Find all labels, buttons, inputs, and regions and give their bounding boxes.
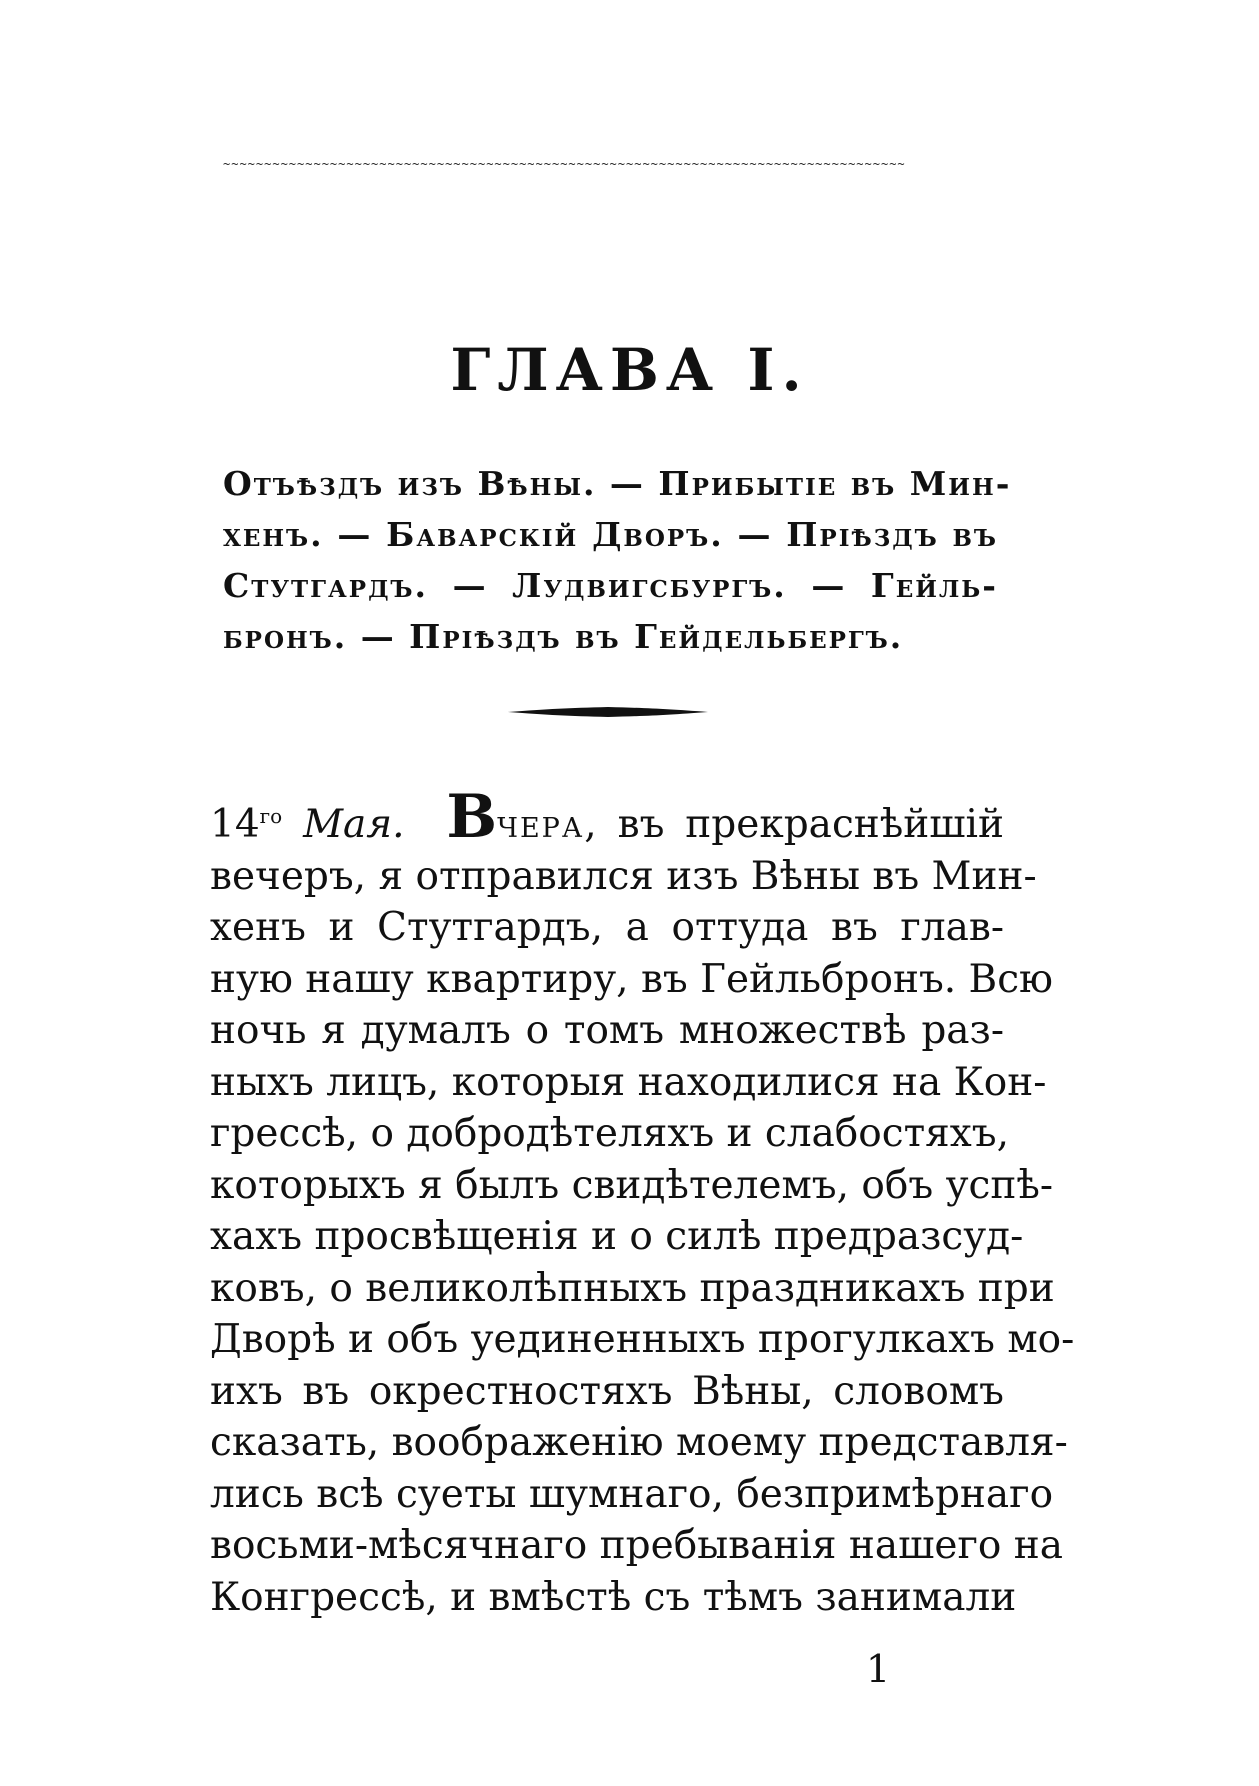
body-line: хенъ и Стутгардъ, а оттуда въ глав- — [210, 905, 1004, 950]
body-line: вечеръ, я отправился изъ Вѣны въ Мин- — [210, 853, 1037, 899]
ornamental-divider — [508, 704, 708, 720]
body-line: ночь я думалъ о томъ множествѣ раз- — [210, 1008, 1004, 1053]
body-line: хахъ просвѣщенія и о силѣ предразсуд- — [210, 1214, 1024, 1259]
summary-line: хенъ. — Баварскій Дворъ. — Пріѣздъ въ — [223, 515, 998, 554]
page-number: 1 — [866, 1647, 891, 1691]
top-ornament-rule: ~~~~~~~~~~~~~~~~~~~~~~~~~~~~~~~~~~~~~~~~~~~~~~~~~~~~~~~~~~~~~~~~~~~~~~~~~~~~~~~~~~~ — [223, 158, 906, 170]
body-first-line — [210, 782, 1005, 852]
body-line: сказать, воображенію моему представля- — [210, 1420, 1068, 1465]
summary-line: Отъѣздъ изъ Вѣны. — Прибытіе въ Мин- — [223, 464, 1012, 503]
summary-line: бронъ. — Пріѣздъ въ Гейдельбергъ. — [223, 617, 904, 656]
body-text — [210, 782, 1075, 1623]
body-line: ихъ въ окрестностяхъ Вѣны, словомъ — [210, 1368, 1004, 1414]
chapter-title: ГЛАВА I. — [450, 336, 809, 404]
body-line: ковъ, о великолѣпныхъ праздникахъ при — [210, 1265, 1055, 1311]
body-line: Конгрессѣ, и вмѣстѣ съ тѣмъ занимали — [210, 1574, 1017, 1620]
body-line: ную нашу квартиру, въ Гейльбронъ. Всю — [210, 956, 1054, 1002]
first-word-rest: чера — [497, 802, 585, 847]
body-line: восьми-мѣсячнаго пребыванія нашего на — [210, 1523, 1064, 1568]
body-line: которыхъ я былъ свидѣтелемъ, объ успѣ- — [210, 1162, 1054, 1208]
body-line: Дворѣ и объ уединенныхъ прогулкахъ мо- — [210, 1317, 1075, 1362]
body-line: ныхъ лицъ, которыя находилися на Кон- — [210, 1059, 1047, 1105]
date-day: 14 — [210, 802, 260, 847]
diary-date — [210, 802, 405, 847]
chapter-summary — [223, 458, 1012, 662]
date-suffix: го — [259, 804, 283, 828]
body-line: грессѣ, о добродѣтеляхъ и слабостяхъ, — [210, 1111, 1009, 1156]
body-line: лись всѣ суеты шумнаго, безпримѣрнаго — [210, 1471, 1054, 1517]
summary-line: Стутгардъ. — Лудвигсбургъ. — Гейль- — [223, 566, 998, 605]
date-month: Мая. — [303, 802, 405, 847]
dropcap: В — [446, 782, 498, 852]
first-line-rest: , въ прекраснѣйшій — [584, 802, 1005, 847]
